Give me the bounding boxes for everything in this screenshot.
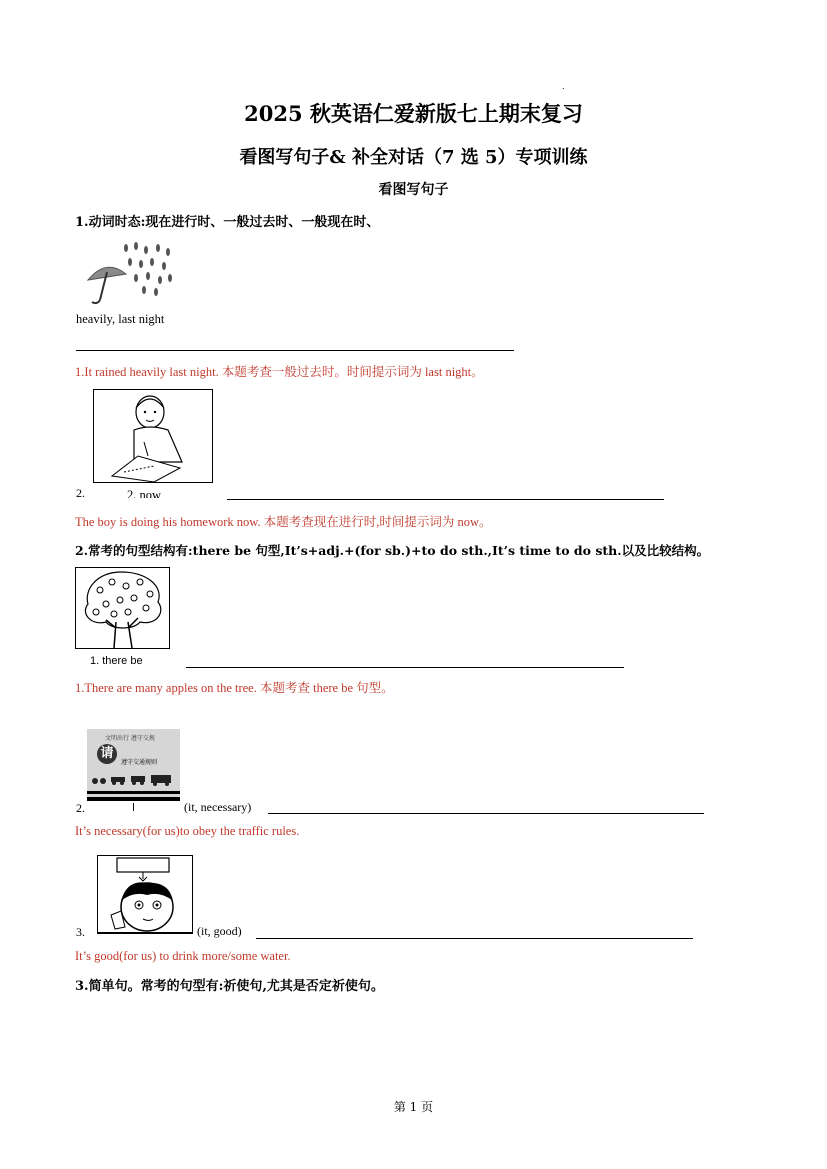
q2b-answer-line — [268, 813, 704, 814]
q2c-answer-line — [256, 938, 693, 939]
q2b-hint: (it, necessary) — [184, 800, 252, 814]
drink-water-image — [97, 855, 193, 933]
poster-top-text: 文明出行 遵守交规 — [105, 735, 155, 742]
q1b-number: 2. — [76, 486, 85, 500]
q2-heading: 2.常考的句型结构有:there be 句型,It’s+adj.+(for sb.)+to do sth.,It’s time to do sth.以及比较结构。 — [75, 543, 710, 558]
page-number: 第 1 页 — [393, 1100, 434, 1114]
q3-heading: 3.简单句。常考的句型有:祈使句,尤其是否定祈使句。 — [75, 979, 384, 994]
q2c-answer: It’s good(for us) to drink more/some water. — [75, 949, 291, 963]
stray-dot: . — [562, 82, 565, 91]
q2-image-caption: 1. there be — [90, 655, 143, 667]
q1-heading: 1.动词时态:现在进行时、一般过去时、一般现在时、 — [75, 215, 380, 230]
traffic-rules-poster-image — [87, 729, 180, 801]
q2c-hint: (it, good) — [197, 924, 242, 938]
q2c-image-bottom-rule — [97, 933, 193, 934]
q1-image-caption: heavily, last night — [76, 312, 165, 326]
page-subtitle: 看图写句子& 补全对话（7 选 5）专项训练 — [239, 147, 588, 168]
apple-tree-image — [75, 567, 170, 649]
q2b-tick — [133, 803, 134, 811]
q2b-number: 2. — [76, 801, 85, 815]
poster-text: 遵守交通规则 — [121, 759, 158, 766]
q1b-answer-line — [227, 499, 664, 500]
q2-answer: 1.There are many apples on the tree. 本题考查 there be 句型。 — [75, 681, 394, 695]
page-title: 2025 秋英语仁爱新版七上期末复习 — [244, 101, 583, 126]
q1b-image-caption: 2. now — [127, 488, 162, 498]
umbrella-rain-image — [78, 240, 188, 312]
q2-answer-line — [186, 667, 624, 668]
q2c-number: 3. — [76, 925, 85, 939]
q1-answer-line — [76, 350, 514, 351]
boy-homework-image — [93, 389, 213, 483]
section-title: 看图写句子 — [378, 182, 449, 198]
q1-answer: 1.It rained heavily last night. 本题考查一般过去时。时间提示词为 last night。 — [75, 365, 484, 379]
poster-char: 请 — [97, 744, 117, 764]
q2b-answer: It’s necessary(for us)to obey the traffic rules. — [75, 824, 300, 838]
q1b-answer: The boy is doing his homework now. 本题考查现在进行时,时间提示词为 now。 — [75, 515, 492, 529]
